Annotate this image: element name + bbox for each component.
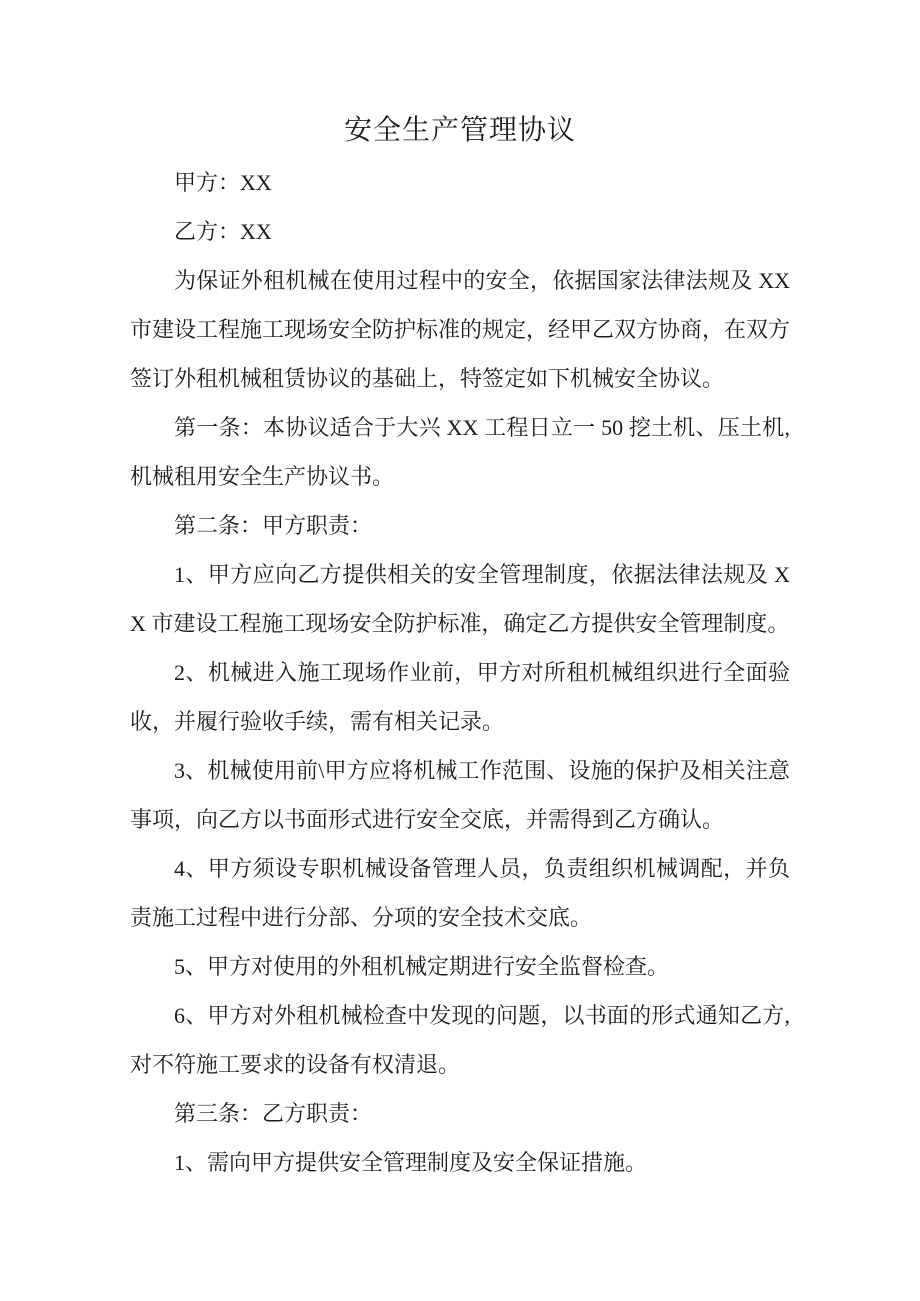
paragraph-article-3-item-1: 1、需向甲方提供安全管理制度及安全保证措施。 (174, 1150, 648, 1175)
paragraph-article-2-item-2: 2、机械进入施工现场作业前，甲方对所租机械组织进行全面验收，并履行验收手续，需有相关记录。 (130, 660, 790, 734)
paragraph-article-3-heading: 第三条：乙方职责： (174, 1101, 373, 1126)
paragraph-article-2-item-1: 1、甲方应向乙方提供相关的安全管理制度，依据法律法规及 XX 市建设工程施工现场安全防护标准，确定乙方提供安全管理制度。 (130, 562, 790, 636)
paragraph-party-b: 乙方：XX (174, 219, 272, 244)
paragraph-preamble: 为保证外租机械在使用过程中的安全，依据国家法律法规及 XX 市建设工程施工现场安全防护标准的规定，经甲乙双方协商，在双方签订外租机械租赁协议的基础上，特签定如下机械安全协议。 (130, 268, 791, 391)
paragraph-article-2-heading: 第二条：甲方职责： (174, 513, 373, 538)
paragraph-article-1: 第一条：本协议适合于大兴 XX 工程日立一 50 挖土机、压土机,机械租用安全生产协议书。 (130, 415, 790, 489)
paragraph-article-2-item-5: 5、甲方对使用的外租机械定期进行安全监督检查。 (174, 954, 670, 979)
paragraph-article-2-item-6: 6、甲方对外租机械检查中发现的问题，以书面的形式通知乙方,对不符施工要求的设备有权清退。 (130, 1003, 790, 1077)
paragraph-party-a: 甲方：XX (174, 170, 272, 195)
paragraph-article-2-item-4: 4、甲方须设专职机械设备管理人员，负责组织机械调配，并负责施工过程中进行分部、分项的安全技术交底。 (130, 856, 790, 930)
document-title: 安全生产管理协议 (343, 115, 576, 146)
paragraph-article-2-item-3: 3、机械使用前\甲方应将机械工作范围、设施的保护及相关注意事项，向乙方以书面形式进行安全交底，并需得到乙方确认。 (130, 758, 790, 832)
